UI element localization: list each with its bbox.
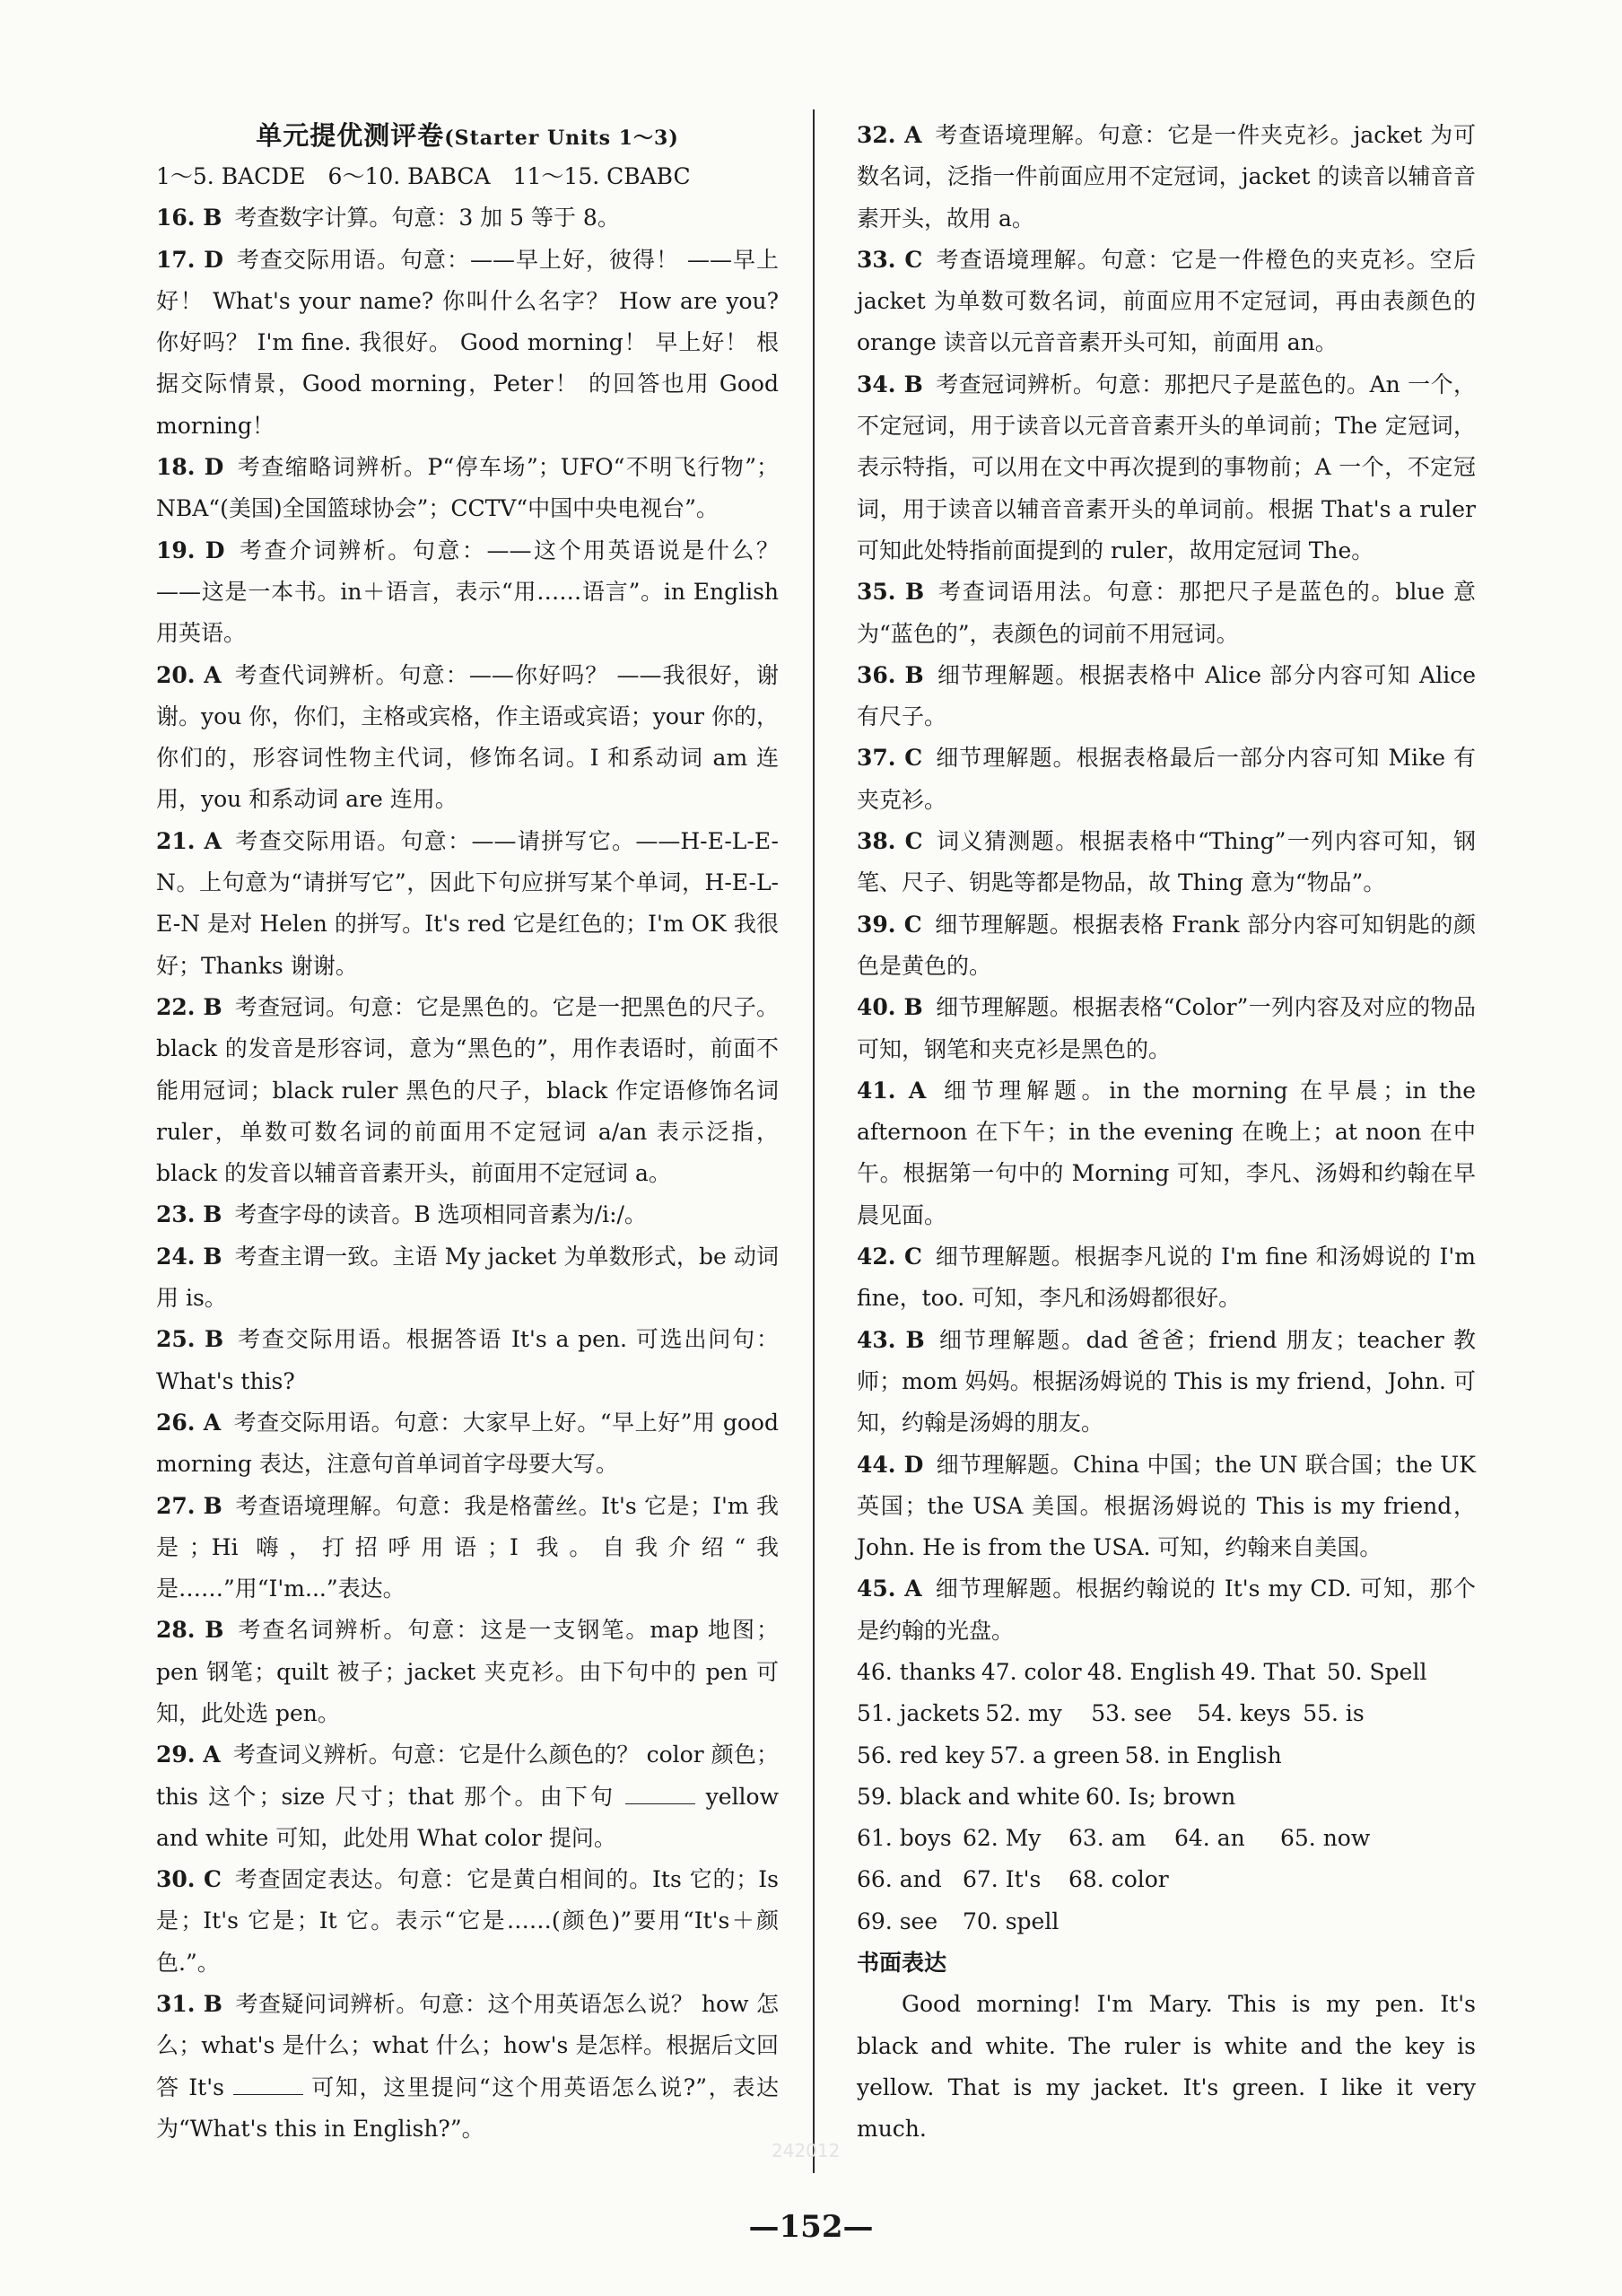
- answer-explanation: 考查交际用语。句意：大家早上好。“早上好”用 good morning 表达，注意句首单词首字母要大写。: [156, 1409, 779, 1478]
- fill-answer: 62. My: [963, 1825, 1042, 1852]
- answer-explanation: 考查字母的读音。B 选项相同音素为/i:/。: [234, 1201, 647, 1228]
- answer-item: [156, 1486, 779, 1611]
- answer-explanation: 考查名词辨析。句意：这是一支钢笔。map 地图；pen 钢笔；quilt 被子；jacket 夹克衫。由下句中的 pen 可知，此处选 pen。: [156, 1617, 779, 1726]
- answer-number: 38. C: [857, 828, 923, 855]
- fill-answer: 47. color: [981, 1658, 1082, 1685]
- answer-explanation: 考查词义辨析。句意：它是什么颜色的？ color 颜色；this 这个；size 尺寸；that 那个。由下句: [156, 1742, 779, 1810]
- answer-explanation: 考查固定表达。句意：它是黄白相间的。Its 它的；Is 是；It's 它是；It 它。表示“它是……(颜色)”要用“It's＋颜色.”。: [156, 1866, 779, 1976]
- fill-answer: 48. English: [1086, 1658, 1216, 1685]
- fill-answer: 67. It's: [963, 1866, 1042, 1893]
- fill-answer-row: [857, 1693, 1476, 1734]
- fill-answer-row: [857, 1777, 1476, 1818]
- fill-answer-row: [857, 1859, 1476, 1900]
- answer-item: [857, 1445, 1476, 1569]
- answer-item: [156, 987, 779, 1194]
- answer-number: 34. B: [857, 371, 923, 397]
- fill-answer: 46. thanks: [857, 1658, 976, 1685]
- answer-number: 24. B: [156, 1243, 222, 1270]
- answer-number: 16. B: [156, 205, 222, 231]
- answer-number: 35. B: [857, 579, 925, 606]
- answer-number: 43. B: [857, 1326, 925, 1353]
- fill-answer-row: [857, 1735, 1476, 1777]
- answer-explanation: 考查代词辨析。句意：——你好吗？ ——我很好，谢谢。you 你，你们，主格或宾格，作主语或宾语；your 你的，你们的，形容词性物主代词，修饰名词。I 和系动词 am 连用，you 和系动词 are 连用。: [156, 661, 779, 813]
- answer-item: [857, 821, 1476, 904]
- answer-explanation: 细节理解题。in the morning 在早晨；in the afternoon 在下午；in the evening 在晚上；at noon 在中午。根据第一句中的 Morning 可知，李凡、汤姆和约翰在早晨见面。: [857, 1077, 1476, 1228]
- left-answer-list: [156, 197, 779, 2150]
- fill-answer: 58. in English: [1124, 1742, 1282, 1768]
- answer-number: 30. C: [156, 1866, 222, 1893]
- page-title: [156, 115, 779, 156]
- left-column: [156, 115, 779, 2150]
- answer-number: 18. D: [156, 454, 224, 481]
- answer-item: [156, 655, 779, 821]
- fill-answer: 51. jackets: [857, 1700, 981, 1727]
- answer-number: 27. B: [156, 1492, 222, 1519]
- fill-answer: 57. a green: [990, 1742, 1120, 1768]
- answer-item: [156, 197, 779, 239]
- column-divider: [813, 109, 815, 2173]
- answer-explanation: 细节理解题。根据表格“Color”一列内容及对应的物品可知，钢笔和夹克衫是黑色的。: [857, 994, 1477, 1062]
- answer-explanation: 考查缩略词辨析。P“停车场”；UFO“不明飞行物”；NBA“(美国)全国篮球协会”；CCTV“中国中央电视台”。: [156, 454, 779, 522]
- writing-essay: Good morning! I'm Mary. This is my pen. It's black and white. The ruler is white and the key is yellow. That is my jacket. It's green. I like it very much.: [857, 1991, 1476, 2143]
- answer-item: [857, 572, 1476, 655]
- answer-item: [857, 1320, 1476, 1445]
- answer-number: 45. A: [857, 1576, 922, 1602]
- answer-item: [156, 1734, 779, 1859]
- answer-explanation: 考查介词辨析。句意：——这个用英语说是什么？ ——这是一本书。in＋语言，表示“用……语言”。in English 用英语。: [156, 537, 779, 647]
- watermark-code: 242012: [772, 2140, 841, 2161]
- fill-answer: 59. black and white: [857, 1783, 1080, 1810]
- answer-explanation: 考查语境理解。句意：它是一件夹克衫。jacket 为可数名词，泛指一件前面应用不定冠词，jacket 的读音以辅音音素开头，故用 a。: [857, 122, 1476, 231]
- page-number: —152—: [748, 2209, 874, 2245]
- answer-explanation: 考查数字计算。句意：3 加 5 等于 8。: [234, 205, 620, 231]
- fill-answer: 60. Is; brown: [1086, 1783, 1236, 1810]
- fill-in-answers: [857, 1652, 1476, 1942]
- fill-answer: 53. see: [1091, 1700, 1173, 1727]
- answer-explanation: 考查交际用语。句意：——早上好，彼得！ ——早上好！ What's your name? 你叫什么名字？ How are you? 你好吗？ I'm fine. 我很好。 Good morning！ 早上好！ 根据交际情景，Good morning，Peter！ 的回答也用 Good morning！: [156, 246, 779, 439]
- answer-explanation: 考查交际用语。句意：——请拼写它。——H-E-L-E-N。上句意为“请拼写它”，因此下句应拼写某个单词，H-E-L-E-N 是对 Helen 的拼写。It's red 它是红色的；I'm OK 我很好；Thanks 谢谢。: [156, 827, 779, 979]
- answer-explanation: 词义猜测题。根据表格中“Thing”一列内容可知，钢笔、尺子、钥匙等都是物品，故 Thing 意为“物品”。: [857, 828, 1476, 896]
- fill-answer-row: [857, 1652, 1476, 1693]
- answer-explanation: 考查交际用语。根据答语 It's a pen. 可选出问句：What's this?: [156, 1326, 779, 1394]
- title-sub: (Starter Units 1～3): [444, 127, 679, 150]
- answer-number: 19. D: [156, 537, 225, 563]
- answer-number: 20. A: [156, 661, 222, 688]
- top-answers: 1～5. BACDE 6～10. BABCA 11～15. CBABC: [156, 163, 691, 189]
- answer-item: [156, 240, 779, 447]
- answer-explanation: 考查词语用法。句意：那把尺子是蓝色的。blue 意为“蓝色的”，表颜色的词前不用冠词。: [857, 579, 1477, 647]
- answer-item: [156, 447, 779, 530]
- fill-answer-row: [857, 1901, 1476, 1942]
- answer-item: [156, 1984, 779, 2150]
- answer-explanation: 考查疑问词辨析。句意：这个用英语怎么说？ how 怎么；what's 是什么；what 什么；how's 是怎样。根据后文回答 It's: [156, 1991, 780, 2100]
- fill-answer: 64. an: [1174, 1825, 1245, 1852]
- fill-answer: 69. see: [857, 1908, 938, 1934]
- answer-number: 39. C: [857, 911, 922, 938]
- answer-item: [857, 364, 1476, 572]
- answer-number: 26. A: [156, 1409, 222, 1436]
- answer-number: 36. B: [857, 661, 924, 688]
- answer-item: [857, 655, 1476, 738]
- answer-item: [857, 1070, 1476, 1236]
- answer-explanation: 考查冠词辨析。句意：那把尺子是蓝色的。An 一个，不定冠词，用于读音以元音音素开头的单词前；The 定冠词，表示特指，可以用在文中再次提到的事物前；A 一个，不定冠词，用于读音以辅音音素开头的单词前。根据 That's a ruler 可知此处特指前面提到的 ruler，故用定冠词 The。: [857, 371, 1477, 563]
- answer-number: 44. D: [857, 1451, 924, 1478]
- answer-explanation: 细节理解题。根据表格中 Alice 部分内容可知 Alice 有尺子。: [857, 661, 1476, 730]
- answer-explanation: 细节理解题。根据表格最后一部分内容可知 Mike 有夹克衫。: [857, 745, 1476, 813]
- answer-number: 29. A: [156, 1742, 221, 1768]
- answer-item: [156, 1859, 779, 1984]
- answer-item: [857, 904, 1476, 988]
- answer-explanation: 考查语境理解。句意：我是格蕾丝。It's 它是；I'm 我是；Hi 嗨，打招呼用语；I 我。自我介绍“我是……”用“I'm...”表达。: [156, 1492, 780, 1602]
- answer-explanation: 细节理解题。根据表格 Frank 部分内容可知钥匙的颜色是黄色的。: [857, 911, 1476, 979]
- answer-number: 22. B: [156, 993, 222, 1020]
- answer-explanation: 细节理解题。根据李凡说的 I'm fine 和汤姆说的 I'm fine，too. 可知，李凡和汤姆都很好。: [857, 1244, 1476, 1312]
- answer-item: [156, 821, 779, 987]
- writing-heading: 书面表达: [857, 1950, 947, 1977]
- answer-explanation: 考查冠词。句意：它是黑色的。它是一把黑色的尺子。black 的发音是形容词，意为“黑色的”，用作表语时，前面不能用冠词；black ruler 黑色的尺子，black 作定语修饰名词 ruler，单数可数名词的前面用不定冠词 a/an 表示泛指，black 的发音以辅音音素开头，前面用不定冠词 a。: [156, 993, 780, 1187]
- answer-number: 21. A: [156, 827, 222, 854]
- fill-answer-row: [857, 1818, 1476, 1859]
- title-main: 单元提优测评卷: [256, 120, 445, 151]
- answer-item: [857, 115, 1476, 240]
- answer-item: [156, 1236, 779, 1320]
- fill-answer: 68. color: [1068, 1866, 1169, 1893]
- answer-item: [156, 1402, 779, 1486]
- fill-answer: 50. Spell: [1326, 1658, 1427, 1685]
- right-column: [857, 115, 1476, 2151]
- answer-item: [156, 1610, 779, 1734]
- answer-number: 37. C: [857, 745, 923, 772]
- answer-item: [156, 530, 779, 655]
- answer-number: 41. A: [857, 1077, 927, 1104]
- answer-item: [857, 1236, 1476, 1320]
- fill-answer: 55. is: [1303, 1700, 1365, 1727]
- answer-item: [857, 738, 1476, 821]
- fill-answer: 52. my: [985, 1700, 1062, 1727]
- fill-answer: 56. red key: [857, 1742, 985, 1768]
- answer-number: 25. B: [156, 1326, 224, 1353]
- answer-item: [156, 1319, 779, 1402]
- answer-number: 33. C: [857, 246, 923, 273]
- answer-explanation: 细节理解题。根据约翰说的 It's my CD. 可知，那个是约翰的光盘。: [857, 1576, 1476, 1644]
- answer-item: [156, 1194, 779, 1235]
- fill-answer: 54. keys: [1197, 1700, 1291, 1727]
- answer-item: [857, 1568, 1476, 1652]
- fill-answer: 63. am: [1068, 1825, 1147, 1852]
- answer-item: [857, 240, 1476, 364]
- answer-explanation-cont: yellow and white 可知，此处用 What color 提问。: [156, 1783, 779, 1851]
- right-answer-list: [857, 115, 1476, 1652]
- answer-explanation-cont: 可知，这里提问“这个用英语怎么说?”，表达为“What's this in English?”。: [156, 2073, 779, 2142]
- answer-number: 28. B: [156, 1617, 224, 1644]
- fill-answer: 49. That: [1220, 1658, 1316, 1685]
- fill-answer: 65. now: [1280, 1825, 1371, 1852]
- answer-explanation: 细节理解题。China 中国；the UN 联合国；the UK 英国；the USA 美国。根据汤姆说的 This is my friend，John. He is from the USA. 可知，约翰来自美国。: [857, 1451, 1476, 1561]
- answer-number: 32. A: [857, 122, 922, 148]
- answer-number: 23. B: [156, 1201, 222, 1228]
- answer-number: 17. D: [156, 246, 223, 273]
- blank-line: [625, 1785, 695, 1804]
- answer-item: [857, 987, 1476, 1070]
- blank-line: [233, 2076, 303, 2095]
- fill-answer: 66. and: [857, 1866, 942, 1893]
- fill-answer: 70. spell: [963, 1908, 1060, 1934]
- answer-number: 40. B: [857, 994, 923, 1021]
- answer-explanation: 细节理解题。dad 爸爸；friend 朋友；teacher 教师；mom 妈妈。根据汤姆说的 This is my friend，John. 可知，约翰是汤姆的朋友。: [857, 1326, 1476, 1436]
- answer-number: 42. C: [857, 1244, 922, 1270]
- answer-explanation: 考查主谓一致。主语 My jacket 为单数形式，be 动词用 is。: [156, 1243, 779, 1312]
- answer-explanation: 考查语境理解。句意：它是一件橙色的夹克衫。空后 jacket 为单数可数名词，前面应用不定冠词，再由表颜色的 orange 读音以元音音素开头可知，前面用 an。: [857, 246, 1476, 356]
- fill-answer: 61. boys: [857, 1825, 952, 1852]
- answer-number: 31. B: [156, 1991, 222, 2018]
